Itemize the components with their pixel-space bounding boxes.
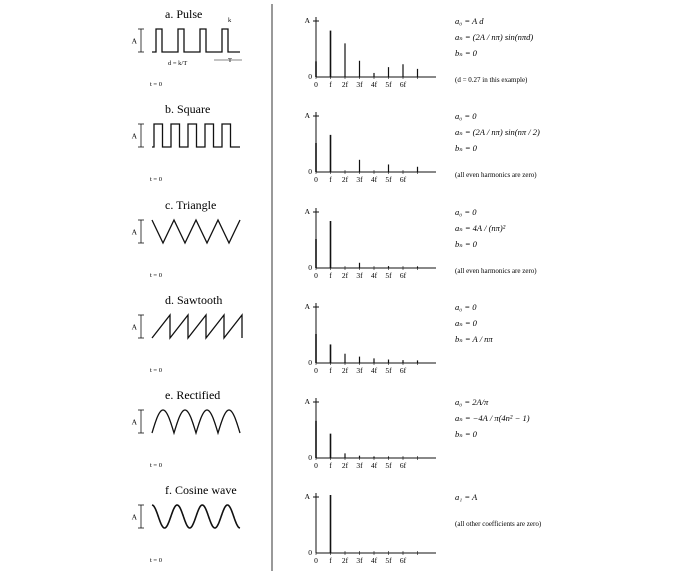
frequency-tick-label: f xyxy=(329,271,332,280)
time-zero-label: t = 0 xyxy=(150,176,162,183)
time-zero-label: t = 0 xyxy=(150,557,162,564)
frequency-tick-label: 6f xyxy=(399,366,407,375)
amplitude-label: A xyxy=(131,36,137,46)
amplitude-label: A xyxy=(131,512,137,522)
coefficient-formula: a₀ = 2A/π xyxy=(455,397,489,407)
frequency-tick-label: 6f xyxy=(399,461,407,470)
frequency-tick-label: 2f xyxy=(341,556,349,565)
coefficient-formula: a₀ = 0 xyxy=(455,207,477,217)
frequency-tick-label: 3f xyxy=(356,556,363,565)
spectrum-axis-label: A xyxy=(304,397,310,406)
amplitude-label: A xyxy=(131,131,137,141)
coefficient-note: (all other coefficients are zero) xyxy=(455,520,542,528)
frequency-tick-label: f xyxy=(329,80,332,89)
frequency-tick-label: 0 xyxy=(314,461,318,470)
frequency-tick-label: f xyxy=(329,461,332,470)
duty-label: d = k/T xyxy=(168,60,188,67)
frequency-tick-label: 4f xyxy=(370,175,378,184)
frequency-tick-label: f xyxy=(329,556,332,565)
coefficient-formula: bₙ = 0 xyxy=(455,48,477,58)
spectrum-origin-label: 0 xyxy=(308,453,312,462)
waveform-title: f. Cosine wave xyxy=(165,483,237,497)
waveform-title: b. Square xyxy=(165,102,211,116)
coefficient-formula: a₀ = 0 xyxy=(455,111,477,121)
coefficient-formula: bₙ = 0 xyxy=(455,143,477,153)
frequency-tick-label: 6f xyxy=(399,175,407,184)
frequency-tick-label: 5f xyxy=(385,461,392,470)
coefficient-formula: aₙ = (2A / nπ) sin(nπd) xyxy=(455,32,534,42)
frequency-tick-label: 0 xyxy=(314,366,318,375)
frequency-tick-label: 5f xyxy=(385,366,392,375)
time-zero-label: t = 0 xyxy=(150,462,162,469)
frequency-tick-label: 6f xyxy=(399,556,407,565)
amplitude-label: A xyxy=(131,322,137,332)
frequency-tick-label: f xyxy=(329,175,332,184)
spectrum-origin-label: 0 xyxy=(308,358,312,367)
frequency-tick-label: 0 xyxy=(314,271,318,280)
spectrum-axis-label: A xyxy=(304,492,310,501)
frequency-tick-label: 4f xyxy=(370,366,378,375)
spectrum-origin-label: 0 xyxy=(308,167,312,176)
frequency-tick-label: 3f xyxy=(356,366,363,375)
coefficient-note: (d = 0.27 in this example) xyxy=(455,76,528,84)
frequency-tick-label: 3f xyxy=(356,461,363,470)
spectrum-origin-label: 0 xyxy=(308,548,312,557)
frequency-tick-label: 4f xyxy=(370,556,378,565)
coefficient-formula: aₙ = 0 xyxy=(455,318,477,328)
coefficient-note: (all even harmonics are zero) xyxy=(455,171,537,179)
waveform-title: e. Rectified xyxy=(165,388,221,402)
frequency-tick-label: 0 xyxy=(314,80,318,89)
waveform-title: a. Pulse xyxy=(165,7,203,21)
coefficient-formula: bₙ = 0 xyxy=(455,429,477,439)
frequency-tick-label: 2f xyxy=(341,461,349,470)
amplitude-label: A xyxy=(131,417,137,427)
coefficient-formula: a₀ = A d xyxy=(455,16,484,26)
spectrum-axis-label: A xyxy=(304,207,310,216)
frequency-tick-label: 6f xyxy=(399,80,407,89)
waveform-title: d. Sawtooth xyxy=(165,293,223,307)
frequency-tick-label: 3f xyxy=(356,271,363,280)
frequency-tick-label: 5f xyxy=(385,556,392,565)
frequency-tick-label: 2f xyxy=(341,175,349,184)
coefficient-formula: bₙ = A / nπ xyxy=(455,334,493,344)
frequency-tick-label: 5f xyxy=(385,80,392,89)
frequency-tick-label: 2f xyxy=(341,366,349,375)
spectrum-axis-label: A xyxy=(304,302,310,311)
frequency-tick-label: 4f xyxy=(370,80,378,89)
coefficient-formula: bₙ = 0 xyxy=(455,239,477,249)
frequency-tick-label: 2f xyxy=(341,80,349,89)
frequency-tick-label: 3f xyxy=(356,80,363,89)
spectrum-axis-label: A xyxy=(304,111,310,120)
spectrum-origin-label: 0 xyxy=(308,72,312,81)
coefficient-formula: aₙ = (2A / nπ) sin(nπ / 2) xyxy=(455,127,540,137)
coefficient-note: (all even harmonics are zero) xyxy=(455,267,537,275)
spectrum-origin-label: 0 xyxy=(308,263,312,272)
coefficient-formula: aₙ = 4A / (nπ)² xyxy=(455,223,506,233)
spectrum-axis-label: A xyxy=(304,16,310,25)
frequency-tick-label: 0 xyxy=(314,175,318,184)
frequency-tick-label: 5f xyxy=(385,175,392,184)
frequency-tick-label: 4f xyxy=(370,461,378,470)
waveform-title: c. Triangle xyxy=(165,198,217,212)
coefficient-formula: a₁ = A xyxy=(455,492,478,502)
frequency-tick-label: 0 xyxy=(314,556,318,565)
time-zero-label: t = 0 xyxy=(150,81,162,88)
pulse-width-label: k xyxy=(228,17,232,24)
coefficient-formula: aₙ = −4A / π(4n² − 1) xyxy=(455,413,530,423)
frequency-tick-label: 6f xyxy=(399,271,407,280)
frequency-tick-label: 5f xyxy=(385,271,392,280)
frequency-tick-label: f xyxy=(329,366,332,375)
frequency-tick-label: 2f xyxy=(341,271,349,280)
frequency-tick-label: 3f xyxy=(356,175,363,184)
frequency-tick-label: 4f xyxy=(370,271,378,280)
amplitude-label: A xyxy=(131,227,137,237)
coefficient-formula: a₀ = 0 xyxy=(455,302,477,312)
time-zero-label: t = 0 xyxy=(150,367,162,374)
period-label: T xyxy=(228,57,232,64)
time-zero-label: t = 0 xyxy=(150,272,162,279)
